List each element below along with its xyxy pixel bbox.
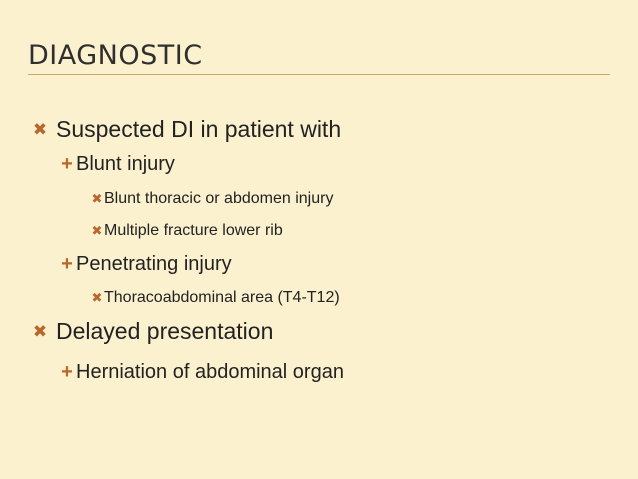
bullet-text: Delayed presentation <box>56 318 274 344</box>
bullet-item-delayed-presentation <box>24 318 273 345</box>
x-bullet-icon: ✖ <box>91 191 103 206</box>
slide-title: DIAGNOSTIC <box>28 40 203 71</box>
x-bullet-icon: ✖ <box>32 119 48 139</box>
bullet-text: Multiple fracture lower rib <box>104 222 283 239</box>
x-bullet-icon: ✖ <box>32 321 48 341</box>
bullet-item-thoracoabdominal <box>90 289 340 307</box>
bullet-item-herniation <box>58 361 344 384</box>
bullet-text: Thoracoabdominal area (T4-T12) <box>104 289 340 306</box>
bullet-item-blunt-thoracic <box>90 190 333 208</box>
bullet-item-blunt-injury <box>58 153 175 176</box>
bullet-item-suspected-di <box>24 116 341 143</box>
bullet-item-penetrating-injury <box>58 253 232 276</box>
bullet-text: Blunt injury <box>76 153 175 175</box>
title-underline <box>28 74 610 75</box>
x-bullet-icon: ✖ <box>91 223 103 238</box>
bullet-item-multiple-fracture <box>90 222 283 240</box>
bullet-text: Herniation of abdominal organ <box>76 361 344 383</box>
bullet-text: Penetrating injury <box>76 253 232 275</box>
plus-bullet-icon: + <box>61 253 73 275</box>
bullet-text: Suspected DI in patient with <box>56 116 342 142</box>
plus-bullet-icon: + <box>61 153 73 175</box>
x-bullet-icon: ✖ <box>91 290 103 305</box>
bullet-text: Blunt thoracic or abdomen injury <box>104 190 334 207</box>
plus-bullet-icon: + <box>61 361 73 383</box>
